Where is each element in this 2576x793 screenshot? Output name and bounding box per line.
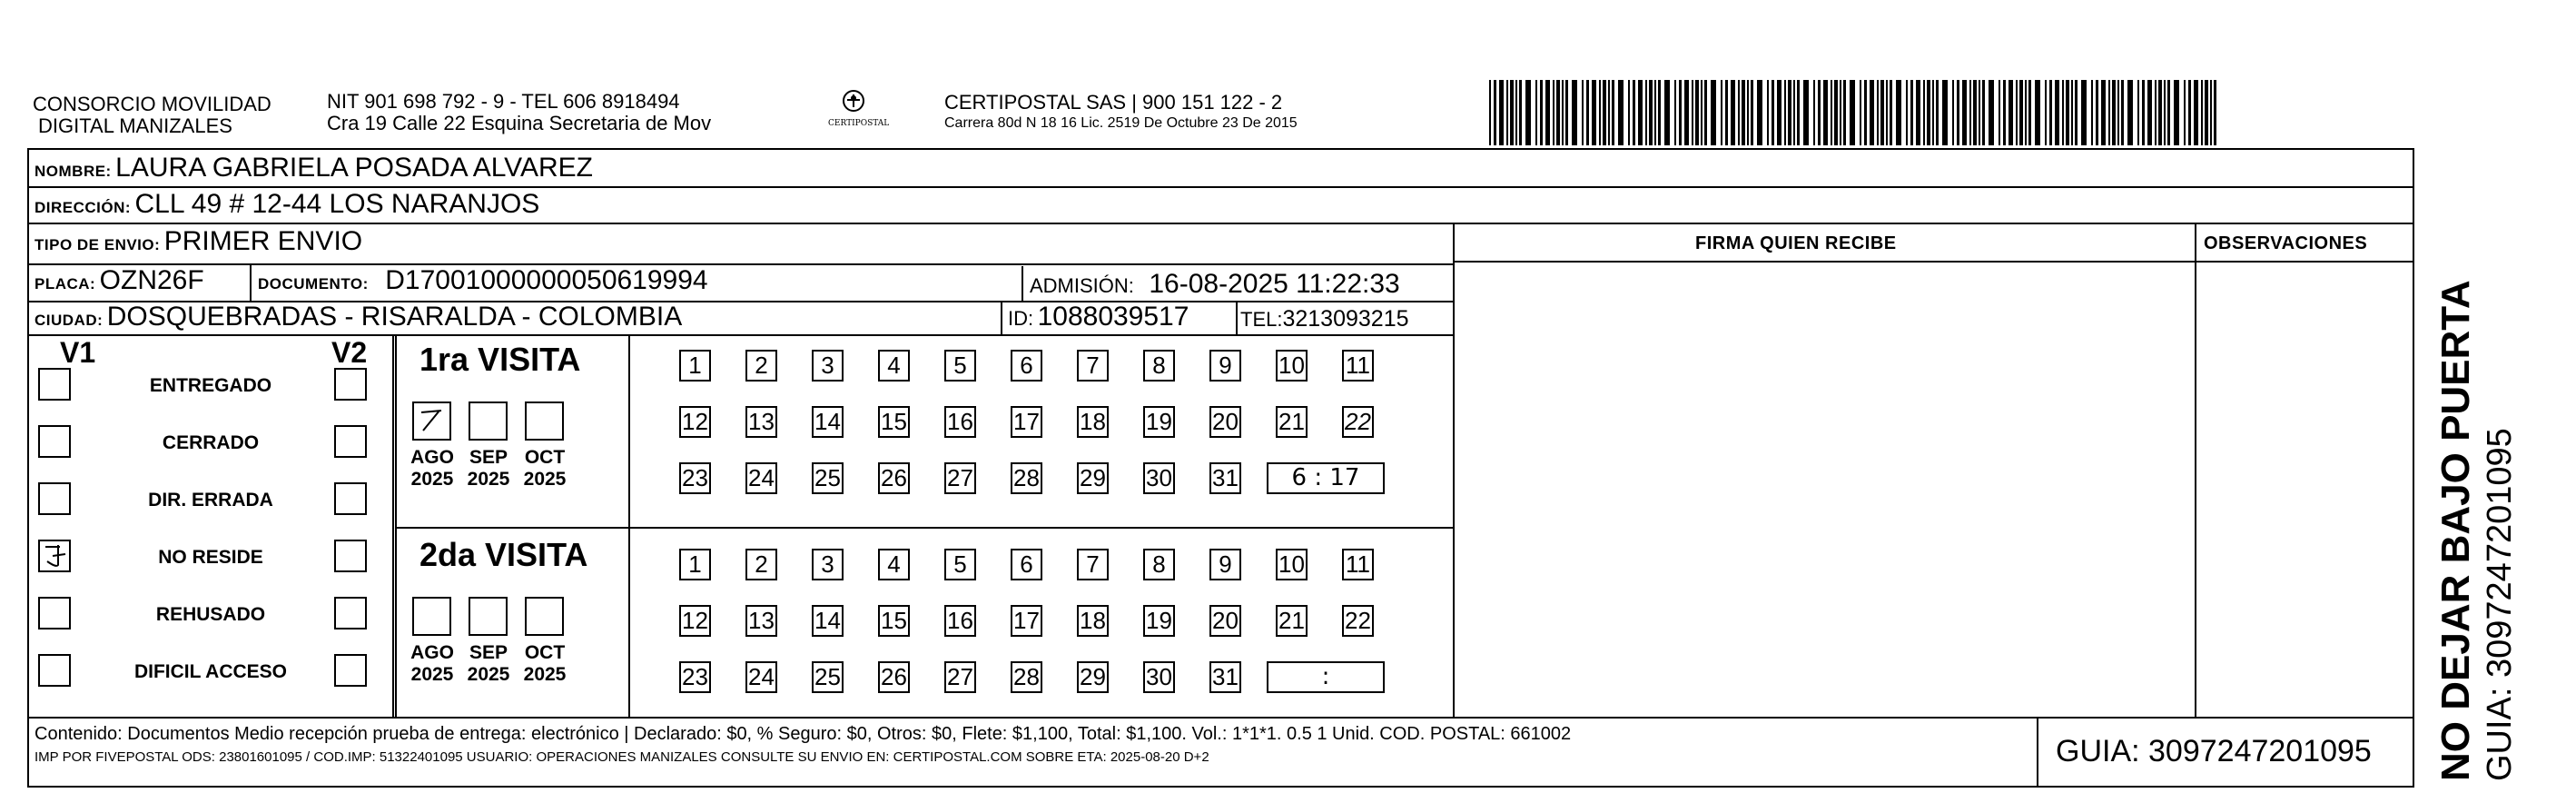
barcode-bar	[1952, 80, 1954, 145]
barcode-bar	[1777, 80, 1781, 145]
day-checkbox[interactable]: 10	[1276, 350, 1308, 382]
tel-label: TEL:	[1240, 308, 1283, 331]
barcode-bar	[1823, 80, 1828, 145]
barcode-bar	[2121, 80, 2124, 145]
address-value: CLL 49 # 12-44 LOS NARANJOS	[134, 189, 540, 219]
status-option-label: ENTREGADO	[149, 375, 272, 396]
day-checkbox[interactable]: 20	[1209, 605, 1241, 637]
month-label: AGO 2025	[410, 447, 454, 490]
barcode-bar	[2112, 80, 2116, 145]
barcode-bar	[2045, 80, 2047, 145]
barcode-bar	[1973, 80, 1977, 145]
month-label: AGO 2025	[410, 642, 454, 685]
barcode-bar	[2117, 80, 2119, 145]
v2-checkbox[interactable]	[334, 482, 367, 515]
barcode-bar	[1747, 80, 1749, 145]
sender-contact	[327, 91, 711, 134]
month-label: OCT 2025	[523, 447, 567, 490]
barcode-bar	[1738, 80, 1740, 145]
v2-checkbox[interactable]	[334, 425, 367, 458]
barcode-bar	[2028, 80, 2031, 145]
barcode-bar	[1494, 80, 1496, 145]
barcode-bar	[1515, 80, 1517, 145]
barcode-bar	[1628, 80, 1630, 145]
barcode-bar	[2016, 80, 2018, 145]
barcode-bar	[1489, 80, 1491, 145]
day-checkbox[interactable]: 7	[1077, 549, 1109, 580]
v2-checkbox[interactable]	[334, 540, 367, 572]
day-checkbox[interactable]: 2	[745, 350, 777, 382]
barcode-bar	[1618, 80, 1624, 145]
barcode-bar	[1731, 80, 1735, 145]
month-checkbox[interactable]	[469, 597, 508, 636]
barcode-bar	[2214, 80, 2216, 145]
barcode-bar	[2066, 80, 2069, 145]
status-option-label: DIFICIL ACCESO	[133, 661, 287, 682]
barcode-bar	[2174, 80, 2179, 145]
carrier-address: Carrera 80d N 18 16 Lic. 2519 De Octubre 23 De 2015	[944, 115, 1298, 131]
barcode-bar	[1784, 80, 1786, 145]
barcode-bar	[1704, 80, 1707, 145]
barcode-bar	[1793, 80, 1795, 145]
barcode-bar	[1654, 80, 1656, 145]
barcode-bar	[1860, 80, 1861, 145]
v1-checkbox[interactable]	[38, 597, 71, 629]
barcode-bar	[1679, 80, 1682, 145]
barcode-bar	[1742, 80, 1745, 145]
day-checkbox[interactable]: 27	[944, 661, 976, 693]
barcode-bar	[1556, 80, 1560, 145]
barcode-bar	[1506, 80, 1508, 145]
barcode-bar	[2188, 80, 2191, 145]
barcode-bar	[1843, 80, 1846, 145]
barcode-bar	[2184, 80, 2186, 145]
day-checkbox[interactable]: 10	[1276, 549, 1308, 580]
day-checkbox[interactable]: 26	[878, 661, 910, 693]
sender-org-line1: CONSORCIO MOVILIDAD	[33, 93, 271, 115]
admission-label: ADMISIÓN:	[1030, 274, 1134, 297]
day-checkbox[interactable]: 12	[679, 605, 711, 637]
status-option-label: CERRADO	[162, 432, 260, 453]
v2-checkbox[interactable]	[334, 368, 367, 401]
barcode-bar	[2142, 80, 2145, 145]
logo-text: CERTIPOSTAL	[828, 119, 890, 128]
barcode-bar	[1525, 80, 1531, 145]
signature-header: FIRMA QUIEN RECIBE	[1695, 233, 1897, 253]
barcode-bar	[1603, 80, 1606, 145]
barcode-bar	[1989, 80, 1994, 145]
barcode-bar	[2019, 80, 2023, 145]
name-value: LAURA GABRIELA POSADA ALVAREZ	[115, 153, 593, 183]
month-checkbox[interactable]	[412, 401, 451, 441]
status-option-label: REHUSADO	[155, 604, 266, 625]
barcode-bar	[2108, 80, 2110, 145]
day-checkbox[interactable]: 24	[745, 462, 777, 494]
day-checkbox[interactable]: 25	[812, 462, 844, 494]
observations-header: OBSERVACIONES	[2204, 233, 2368, 253]
day-checkbox[interactable]: 8	[1143, 549, 1175, 580]
barcode-bar	[1969, 80, 1971, 145]
day-checkbox[interactable]: 11	[1342, 549, 1374, 580]
day-checkbox[interactable]: 2	[745, 549, 777, 580]
month-label: OCT 2025	[523, 642, 567, 685]
barcode-bar	[1649, 80, 1653, 145]
sender-org	[33, 94, 271, 137]
barcode-bar	[1910, 80, 1913, 145]
day-checkbox[interactable]: 3	[812, 350, 844, 382]
barcode-bar	[1818, 80, 1821, 145]
barcode-bar	[1664, 80, 1670, 145]
v1-header: V1	[60, 336, 96, 369]
barcode-bar	[1721, 80, 1722, 145]
barcode-bar	[1711, 80, 1716, 145]
handwritten-mark-icon	[414, 403, 449, 439]
barcode-bar	[1803, 80, 1809, 145]
barcode-bar	[1535, 80, 1537, 145]
barcode-bar	[1890, 80, 1892, 145]
barcode-bar	[2194, 80, 2198, 145]
day-checkbox[interactable]: 19	[1143, 406, 1175, 438]
barcode-bar	[1612, 80, 1614, 145]
day-checkbox[interactable]: 28	[1011, 462, 1042, 494]
plate	[35, 265, 204, 296]
barcode-bar	[1545, 80, 1550, 145]
barcode-bar	[1962, 80, 1967, 145]
recipient-address	[35, 189, 539, 220]
day-checkbox[interactable]: 25	[812, 661, 844, 693]
status-option-label: DIR. ERRADA	[148, 490, 273, 510]
barcode-bar	[1599, 80, 1601, 145]
day-checkbox[interactable]: 15	[878, 406, 910, 438]
v2-checkbox[interactable]	[334, 654, 367, 687]
day-checkbox[interactable]: 5	[944, 350, 976, 382]
barcode-bar	[2167, 80, 2170, 145]
day-checkbox[interactable]: 13	[745, 605, 777, 637]
day-checkbox[interactable]: 26	[878, 462, 910, 494]
barcode-bar	[2096, 80, 2098, 145]
shipment-type-label: TIPO DE ENVIO:	[35, 236, 161, 253]
barcode-bar	[1572, 80, 1577, 145]
barcode-bar	[1684, 80, 1689, 145]
city-label: CIUDAD:	[35, 312, 104, 329]
v1-checkbox[interactable]	[38, 482, 71, 515]
barcode-bar	[2035, 80, 2040, 145]
recipient-name	[35, 153, 593, 183]
barcode-bar	[1582, 80, 1584, 145]
barcode-bar	[1927, 80, 1930, 145]
barcode-bar	[2205, 80, 2208, 145]
month-label: SEP 2025	[467, 642, 510, 685]
barcode-bar	[1751, 80, 1753, 145]
day-checkbox[interactable]: 1	[679, 350, 711, 382]
day-checkbox[interactable]: 23	[679, 661, 711, 693]
barcode-bar	[1608, 80, 1610, 145]
day-checkbox[interactable]: 31	[1209, 661, 1241, 693]
guide-number: GUIA: 3097247201095	[2056, 734, 2372, 768]
plate-value: OZN26F	[99, 265, 204, 295]
barcode-bar	[1957, 80, 1959, 145]
shipment-type-value: PRIMER ENVIO	[163, 226, 363, 256]
day-checkbox[interactable]: 9	[1209, 549, 1241, 580]
day-checkbox[interactable]: 18	[1077, 406, 1109, 438]
barcode-bar	[2155, 80, 2157, 145]
carrier-nit: CERTIPOSTAL SAS | 900 151 122 - 2	[944, 91, 1283, 114]
handwritten-mark-icon	[40, 541, 69, 570]
barcode-bar	[1834, 80, 1838, 145]
day-checkbox[interactable]: 16	[944, 605, 976, 637]
first-visit-title: 1ra VISITA	[419, 341, 581, 378]
contents-line: Contenido: Documentos Medio recepción prueba de entrega: electrónico | Declarado: $0, % Seguro: $0, Otros: $0, Flete: $1,100, Total: $1,100. Vol.: 1*1*1. 0.5 1 Unid. COD. POSTAL: 661002	[35, 724, 1572, 744]
admission	[1030, 269, 1400, 300]
shipment-type	[35, 226, 362, 257]
barcode-bar	[2025, 80, 2027, 145]
barcode-bar	[2164, 80, 2166, 145]
recipient-id	[1008, 302, 1189, 332]
barcode-bar	[1850, 80, 1855, 145]
day-checkbox[interactable]: 31	[1209, 462, 1241, 494]
day-checkbox[interactable]: 14	[812, 605, 844, 637]
do-not-leave-under-door: NO DEJAR BAJO PUERTA	[2433, 280, 2478, 781]
barcode-bar	[1645, 80, 1647, 145]
day-checkbox[interactable]: 15	[878, 605, 910, 637]
day-checkbox[interactable]: 14	[812, 406, 844, 438]
side-guide-number: GUIA: 3097247201095	[2481, 428, 2519, 781]
recipient-phone	[1240, 306, 1409, 332]
barcode-bar	[2075, 80, 2078, 145]
barcode-bar	[1896, 80, 1901, 145]
day-checkbox[interactable]: 23	[679, 462, 711, 494]
sender-org-line2: DIGITAL MANIZALES	[38, 114, 232, 137]
sender-nit: NIT 901 698 792 - 9 - TEL 606 8918494	[327, 90, 680, 113]
day-checkbox[interactable]: 18	[1077, 605, 1109, 637]
v1-checkbox[interactable]	[38, 654, 71, 687]
logo-icon	[840, 87, 867, 114]
day-checkbox[interactable]: 21	[1276, 605, 1308, 637]
v1-checkbox[interactable]	[38, 368, 71, 401]
day-checkbox[interactable]: 29	[1077, 661, 1109, 693]
barcode-bar	[1979, 80, 1980, 145]
status-option-label: NO RESIDE	[158, 547, 263, 568]
barcode-graphic	[1489, 80, 2225, 145]
barcode-bar	[1638, 80, 1643, 145]
barcode-bar	[2147, 80, 2152, 145]
day-checkbox[interactable]: 22	[1342, 605, 1374, 637]
day-checkbox[interactable]: 6	[1011, 549, 1042, 580]
barcode-bar	[2055, 80, 2059, 145]
barcode-bar	[1870, 80, 1874, 145]
address-label: DIRECCIÓN:	[35, 199, 132, 216]
month-label: SEP 2025	[467, 447, 510, 490]
month-checkbox[interactable]	[525, 401, 564, 441]
day-checkbox[interactable]: 21	[1276, 406, 1308, 438]
shipping-form	[27, 148, 2414, 788]
day-checkbox[interactable]: 24	[745, 661, 777, 693]
print-info-line: IMP POR FIVEPOSTAL ODS: 23801601095 / COD.IMP: 51322401095 USUARIO: OPERACIONES MANIZALES CONSULTE SU ENVIO EN: CERTIPOSTAL.COM SOBRE ETA: 2025-08-20 D+2	[35, 749, 1209, 765]
barcode-bar	[1701, 80, 1703, 145]
month-checkbox[interactable]	[412, 597, 451, 636]
barcode-bar	[2158, 80, 2162, 145]
day-checkbox[interactable]: 11	[1342, 350, 1374, 382]
barcode-bar	[1864, 80, 1867, 145]
barcode-bar	[1725, 80, 1728, 145]
document	[258, 265, 708, 296]
barcode-bar	[1767, 80, 1769, 145]
day-checkbox[interactable]: 17	[1011, 406, 1042, 438]
day-checkbox[interactable]: 27	[944, 462, 976, 494]
second-visit-title: 2da VISITA	[419, 536, 588, 573]
plate-label: PLACA:	[35, 275, 96, 292]
barcode	[1489, 80, 2225, 145]
day-checkbox[interactable]: 28	[1011, 661, 1042, 693]
city-value: DOSQUEBRADAS - RISARALDA - COLOMBIA	[106, 302, 683, 332]
barcode-bar	[1674, 80, 1676, 145]
barcode-bar	[2049, 80, 2052, 145]
day-checkbox[interactable]: 4	[878, 350, 910, 382]
barcode-bar	[1982, 80, 1985, 145]
v1-checkbox[interactable]	[38, 425, 71, 458]
barcode-bar	[2101, 80, 2106, 145]
barcode-bar	[2201, 80, 2203, 145]
time-field[interactable]: 6 : 17	[1267, 462, 1385, 494]
day-checkbox[interactable]: 17	[1011, 605, 1042, 637]
barcode-bar	[2071, 80, 2073, 145]
day-checkbox[interactable]: 12	[679, 406, 711, 438]
barcode-bar	[1565, 80, 1568, 145]
day-checkbox[interactable]: 29	[1077, 462, 1109, 494]
barcode-bar	[2008, 80, 2013, 145]
barcode-bar	[2003, 80, 2006, 145]
day-checkbox[interactable]: 4	[878, 549, 910, 580]
barcode-bar	[1633, 80, 1635, 145]
barcode-bar	[1942, 80, 1948, 145]
day-checkbox[interactable]: 6	[1011, 350, 1042, 382]
day-checkbox[interactable]: 20	[1209, 406, 1241, 438]
tel-value: 3213093215	[1282, 306, 1409, 332]
day-checkbox[interactable]: 7	[1077, 350, 1109, 382]
v2-checkbox[interactable]	[334, 597, 367, 629]
barcode-bar	[1540, 80, 1543, 145]
barcode-bar	[1840, 80, 1841, 145]
certipostal-logo	[828, 87, 890, 142]
document-value: D17001000000050619994	[385, 265, 708, 295]
day-checkbox[interactable]: 30	[1143, 661, 1175, 693]
barcode-bar	[2210, 80, 2212, 145]
day-checkbox[interactable]: 9	[1209, 350, 1241, 382]
day-checkbox[interactable]: 16	[944, 406, 976, 438]
barcode-bar	[1831, 80, 1832, 145]
barcode-bar	[1510, 80, 1514, 145]
barcode-bar	[1906, 80, 1908, 145]
barcode-bar	[1519, 80, 1522, 145]
name-label: NOMBRE:	[35, 163, 112, 180]
admission-value: 16-08-2025 11:22:33	[1149, 269, 1400, 299]
day-checkbox[interactable]: 8	[1143, 350, 1175, 382]
day-checkbox[interactable]: 1	[679, 549, 711, 580]
day-checkbox[interactable]: 13	[745, 406, 777, 438]
barcode-bar	[1936, 80, 1939, 145]
v1-checkbox[interactable]	[38, 540, 71, 572]
barcode-bar	[1923, 80, 1925, 145]
id-value: 1088039517	[1037, 302, 1189, 332]
city	[35, 302, 682, 332]
barcode-bar	[1499, 80, 1504, 145]
month-checkbox[interactable]	[469, 401, 508, 441]
barcode-bar	[1880, 80, 1884, 145]
barcode-bar	[1772, 80, 1774, 145]
barcode-bar	[1999, 80, 2000, 145]
barcode-bar	[1592, 80, 1596, 145]
carrier-info	[944, 91, 1298, 133]
day-checkbox[interactable]: 19	[1143, 605, 1175, 637]
barcode-bar	[1695, 80, 1699, 145]
barcode-bar	[1586, 80, 1589, 145]
day-checkbox[interactable]: 3	[812, 549, 844, 580]
barcode-bar	[1692, 80, 1693, 145]
sender-address: Cra 19 Calle 22 Esquina Secretaria de Mov	[327, 112, 712, 134]
barcode-bar	[1562, 80, 1564, 145]
document-label: DOCUMENTO:	[258, 275, 369, 292]
barcode-bar	[1797, 80, 1800, 145]
barcode-bar	[1916, 80, 1920, 145]
barcode-bar	[2127, 80, 2133, 145]
barcode-bar	[1932, 80, 1934, 145]
time-field[interactable]: :	[1267, 661, 1385, 693]
day-checkbox[interactable]: 22	[1342, 406, 1374, 438]
barcode-bar	[1813, 80, 1815, 145]
barcode-bar	[1658, 80, 1661, 145]
day-checkbox[interactable]: 30	[1143, 462, 1175, 494]
barcode-bar	[2062, 80, 2064, 145]
v2-header: V2	[331, 336, 368, 369]
barcode-bar	[2081, 80, 2087, 145]
id-label: ID:	[1008, 307, 1034, 330]
barcode-bar	[2091, 80, 2093, 145]
barcode-bar	[1877, 80, 1879, 145]
barcode-bar	[1788, 80, 1791, 145]
month-checkbox[interactable]	[525, 597, 564, 636]
day-checkbox[interactable]: 5	[944, 549, 976, 580]
barcode-bar	[1886, 80, 1888, 145]
barcode-bar	[1553, 80, 1554, 145]
barcode-bar	[2137, 80, 2139, 145]
barcode-bar	[1757, 80, 1762, 145]
